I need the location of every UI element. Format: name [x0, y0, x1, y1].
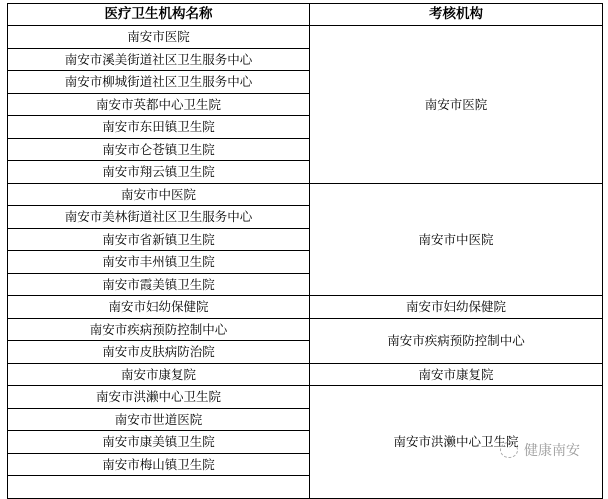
- table-row: [8, 318, 603, 341]
- institution-cell: 南安市省新镇卫生院: [8, 228, 310, 251]
- table-row: [8, 183, 603, 206]
- assessor-cell: 南安市康复院: [310, 363, 603, 386]
- watermark-text: 健康南安: [524, 443, 580, 459]
- assessor-cell: 南安市疾病预防控制中心: [310, 318, 603, 363]
- header-assessor: 考核机构: [310, 4, 603, 26]
- assessor-cell: 南安市妇幼保健院: [310, 296, 603, 319]
- table-row: [8, 363, 603, 386]
- watermark: [500, 440, 580, 460]
- institution-cell: 南安市医院: [8, 26, 310, 49]
- assessor-cell: 南安市洪濑中心卫生院: [310, 386, 603, 499]
- institution-cell: 南安市丰州镇卫生院: [8, 251, 310, 274]
- header-institution: 医疗卫生机构名称: [8, 4, 310, 26]
- institution-cell: 南安市翔云镇卫生院: [8, 161, 310, 184]
- institution-cell: 南安市中医院: [8, 183, 310, 206]
- institution-cell: 南安市溪美街道社区卫生服务中心: [8, 48, 310, 71]
- institution-cell: 南安市世道医院: [8, 408, 310, 431]
- table-row: [8, 296, 603, 319]
- assessment-table: [7, 3, 603, 499]
- institution-cell: 南安市康美镇卫生院: [8, 431, 310, 454]
- institution-cell: 南安市疾病预防控制中心: [8, 318, 310, 341]
- header-row: [8, 4, 603, 26]
- assessor-cell: 南安市中医院: [310, 183, 603, 296]
- institution-cell: 南安市康复院: [8, 363, 310, 386]
- institution-cell: 南安市东田镇卫生院: [8, 116, 310, 139]
- table-row: [8, 26, 603, 49]
- institution-cell: 南安市柳城街道社区卫生服务中心: [8, 71, 310, 94]
- institution-cell: 南安市美林街道社区卫生服务中心: [8, 206, 310, 229]
- institution-cell: 南安市英都中心卫生院: [8, 93, 310, 116]
- institution-cell: [8, 476, 310, 499]
- institution-cell: 南安市皮肤病防治院: [8, 341, 310, 364]
- institution-cell: 南安市梅山镇卫生院: [8, 453, 310, 476]
- institution-cell: 南安市妇幼保健院: [8, 296, 310, 319]
- institution-cell: 南安市洪濑中心卫生院: [8, 386, 310, 409]
- assessor-cell: 南安市医院: [310, 26, 603, 184]
- institution-cell: 南安市霞美镇卫生院: [8, 273, 310, 296]
- table-row: [8, 386, 603, 409]
- wechat-icon: [500, 442, 518, 458]
- institution-cell: 南安市仑苍镇卫生院: [8, 138, 310, 161]
